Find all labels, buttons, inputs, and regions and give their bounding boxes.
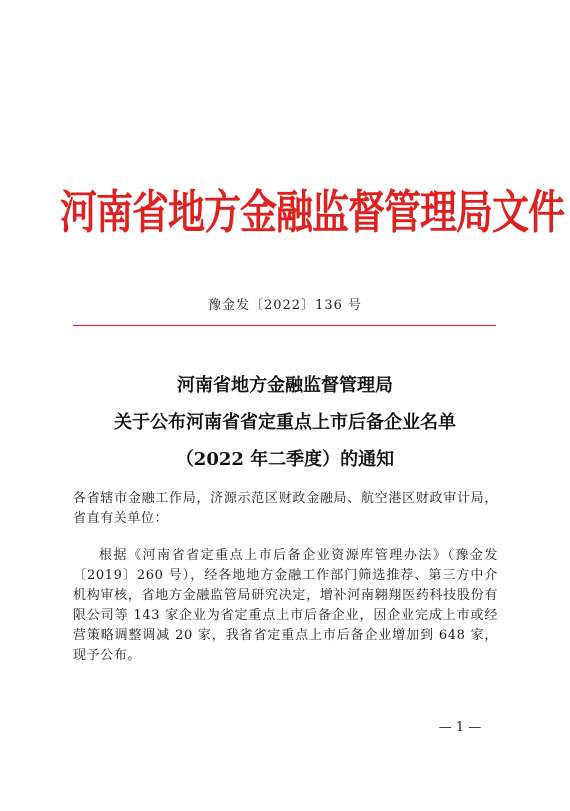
red-divider-line [73,325,496,326]
document-masthead: 河南省地方金融监督管理局文件 [60,185,564,240]
page-number: — 1 — [438,720,482,735]
document-number: 豫金发〔2022〕136 号 [207,298,363,313]
notice-title-line-2: 关于公布河南省省定重点上市后备企业名单 [114,412,456,433]
notice-title-line-1: 河南省地方金融监督管理局 [177,375,393,396]
notice-title-line-3: （2022 年二季度）的通知 [175,449,395,470]
salutation: 各省辖市金融工作局，济源示范区财政金融局、航空港区财政审计局，省直有关单位： [73,491,498,526]
body-paragraph: 根据《河南省省定重点上市后备企业资源库管理办法》（豫金发〔2019〕260 号），经各地地方金融工作部门筛选推荐、第三方中介机构审核，省地方金融监管局研究决定，增补河南翱翔医药科技股份有限公司等 143 家企业为省定重点上市后备企业，因企业完成上市或经营策略调整调减 20 家，我省省定重点上市后备企业增加到 648 家，现予公布。 [73,548,498,663]
